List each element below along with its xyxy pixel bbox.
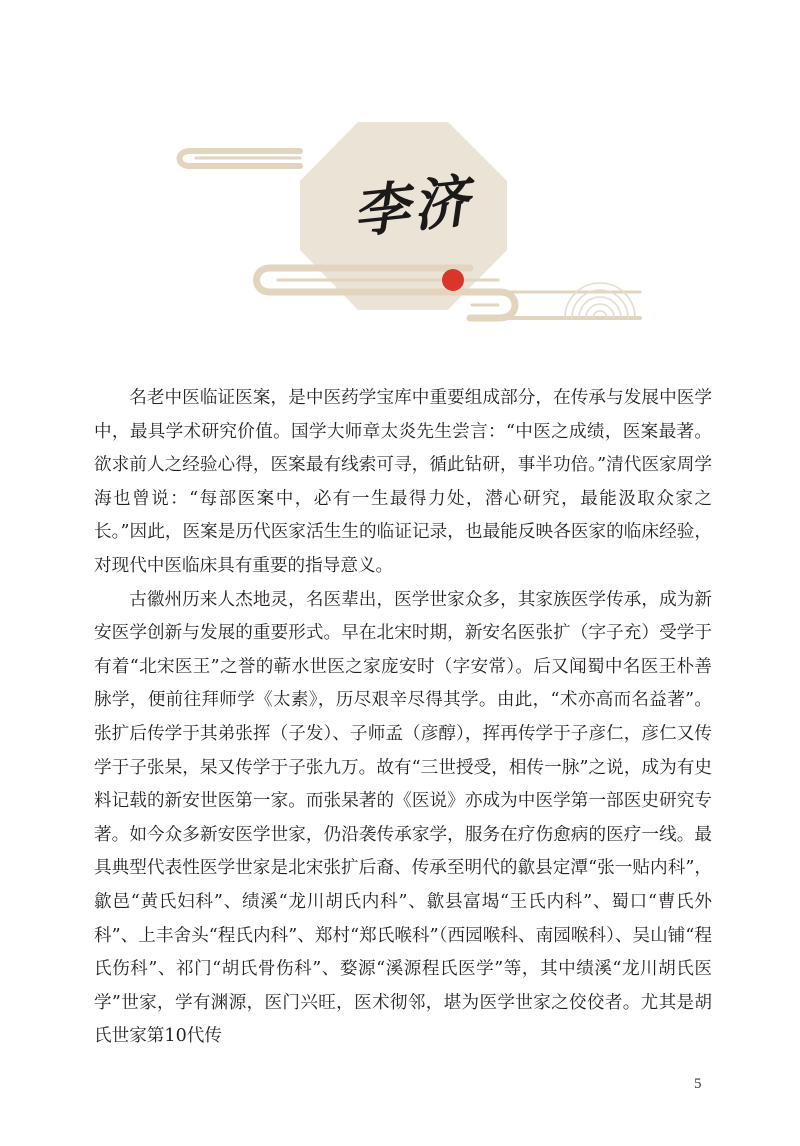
body-text: [94, 382, 712, 1054]
paragraph-2: 古徽州历来人杰地灵，名医辈出，医学世家众多，其家族医学传承，成为新安医学创新与发展的重要形式。早在北宋时期，新安名医张扩（字子充）受学于有着“北宋医王”之誉的蕲水世医之家庞安时（字安常）。后又闻蜀中名医王朴善脉学，便前往拜师学《太素》，历尽艰辛尽得其学。由此，“术亦高而名益著”。张扩后传学于其弟张挥（子发）、子师孟（彦醇），挥再传学于子彦仁，彦仁又传学于子张杲，杲又传学于子张九万。故有“三世授受，相传一脉”之说，成为有史料记载的新安世医第一家。而张杲著的《医说》亦成为中医学第一部医史研究专著。如今众多新安医学世家，仍沿袭传承家学，服务在疗伤愈病的医疗一线。最具典型代表性医学世家是北宋张扩后裔、传承至明代的歙县定潭“张一贴内科”，歙邑“黄氏妇科”、绩溪“龙川胡氏内科”、歙县富堨“王氏内科”、蜀口“曹氏外科”、上丰舍头“程氏内科”、郑村“郑氏喉科”（西园喉科、南园喉科）、吴山铺“程氏伤科”、祁门“胡氏骨伤科”、婺源“溪源程氏医学”等，其中绩溪“龙川胡氏医学”世家，学有渊源，医门兴旺，医术彻邻，堪为医学世家之佼佼者。尤其是胡氏世家第10代传: [94, 589, 712, 1047]
page-number: 5: [694, 1076, 702, 1092]
wave-arcs: [565, 283, 635, 318]
red-sun-seal: [442, 269, 464, 291]
calligraphy-title: 李济: [349, 167, 477, 247]
paragraph-1: 名老中医临证医案，是中医药学宝库中重要组成部分，在传承与发展中医学中，最具学术研究价值。国学大师章太炎先生尝言：“中医之成绩，医案最著。欲求前人之经验心得，医案最有线索可寻，循此钻研，事半功倍。”清代医家周学海也曾说：“每部医案中，必有一生最得力处，潜心研究，最能汲取众家之长。”因此，医案是历代医家活生生的临证记录，也最能反映各医家的临床经验，对现代中医临床具有重要的指导意义。: [94, 388, 712, 576]
cloud-swirl-left: [180, 151, 301, 166]
